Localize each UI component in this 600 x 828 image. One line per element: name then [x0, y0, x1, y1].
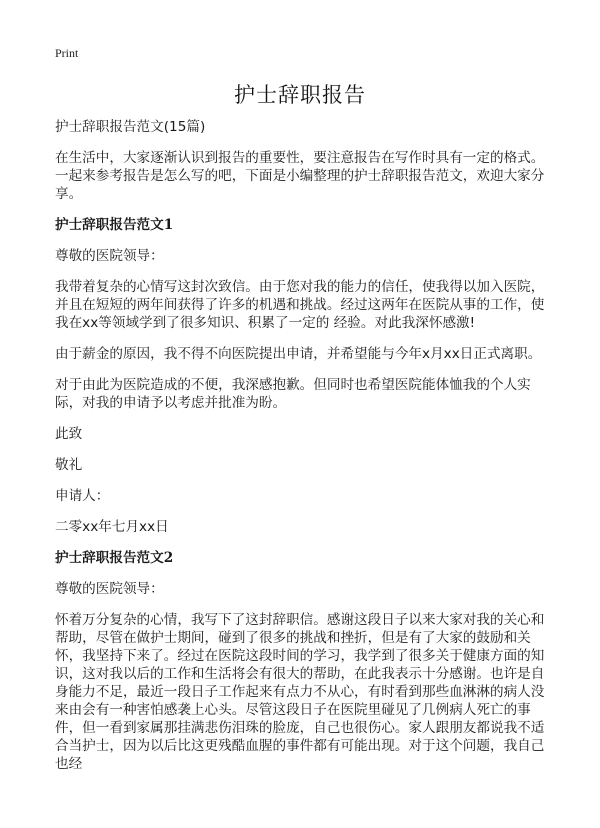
body-paragraph: 我带着复杂的心情写这封次致信。由于您对我的能力的信任，使我得以加入医院，并且在短短的两年间获得了许多的机遇和挑战。经过这两年在医院从事的工作，使我在xx等领域学到了很多知识、积累了一定的 经验。对此我深怀感激!: [55, 279, 545, 331]
closing-line: 此致: [55, 426, 83, 442]
date-line: 二零xx年七月xx日: [55, 519, 169, 535]
document-body: [55, 118, 551, 786]
body-paragraph: 对于由此为医院造成的不便，我深感抱歉。但同时也希望医院能体恤我的个人实际，对我的申请予以考虑并批准为盼。: [55, 377, 531, 411]
section-heading-2: 护士辞职报告范文2: [55, 550, 174, 566]
section-heading-1: 护士辞职报告范文1: [55, 217, 174, 233]
closing-line: 敬礼: [55, 457, 83, 473]
salutation: 尊敬的医院领导：: [55, 581, 164, 597]
page-title: 护士辞职报告: [234, 83, 366, 107]
salutation: 尊敬的医院领导：: [55, 248, 164, 264]
body-paragraph: 由于薪金的原因，我不得不向医院提出申请，并希望能与今年x月xx日正式离职。: [55, 346, 542, 362]
print-label: Print: [55, 46, 79, 60]
applicant-line: 申请人：: [55, 488, 110, 504]
intro-paragraph: 在生活中，大家逐渐认识到报告的重要性，要注意报告在写作时具有一定的格式。一起来参考报告是怎么写的吧，下面是小编整理的护士辞职报告范文，欢迎大家分享。: [55, 150, 545, 202]
document-subtitle: 护士辞职报告范文(15篇): [55, 119, 206, 135]
body-paragraph: 怀着万分复杂的心情，我写下了这封辞职信。感谢这段日子以来大家对我的关心和帮助，尽管在做护士期间，碰到了很多的挑战和挫折，但是有了大家的鼓励和关怀，我坚持下来了。经过在医院这段时间的学习，我学到了很多关于健康方面的知识，这对我以后的工作和生活将会有很大的帮助，在此我表示十分感谢。也许是自身能力不足，最近一段日子工作起来有点力不从心，有时看到那些血淋淋的病人没来由会有一种害怕感袭上心头。尽管这段日子在医院里碰见了几例病人死亡的事件，但一看到家属那挂满悲伤泪珠的脸庞，自己也很伤心。家人跟朋友都说我不适合当护士，因为以后比这更残酷血腥的事件都有可能出现。对于这个问题，我自己也经: [55, 612, 545, 772]
